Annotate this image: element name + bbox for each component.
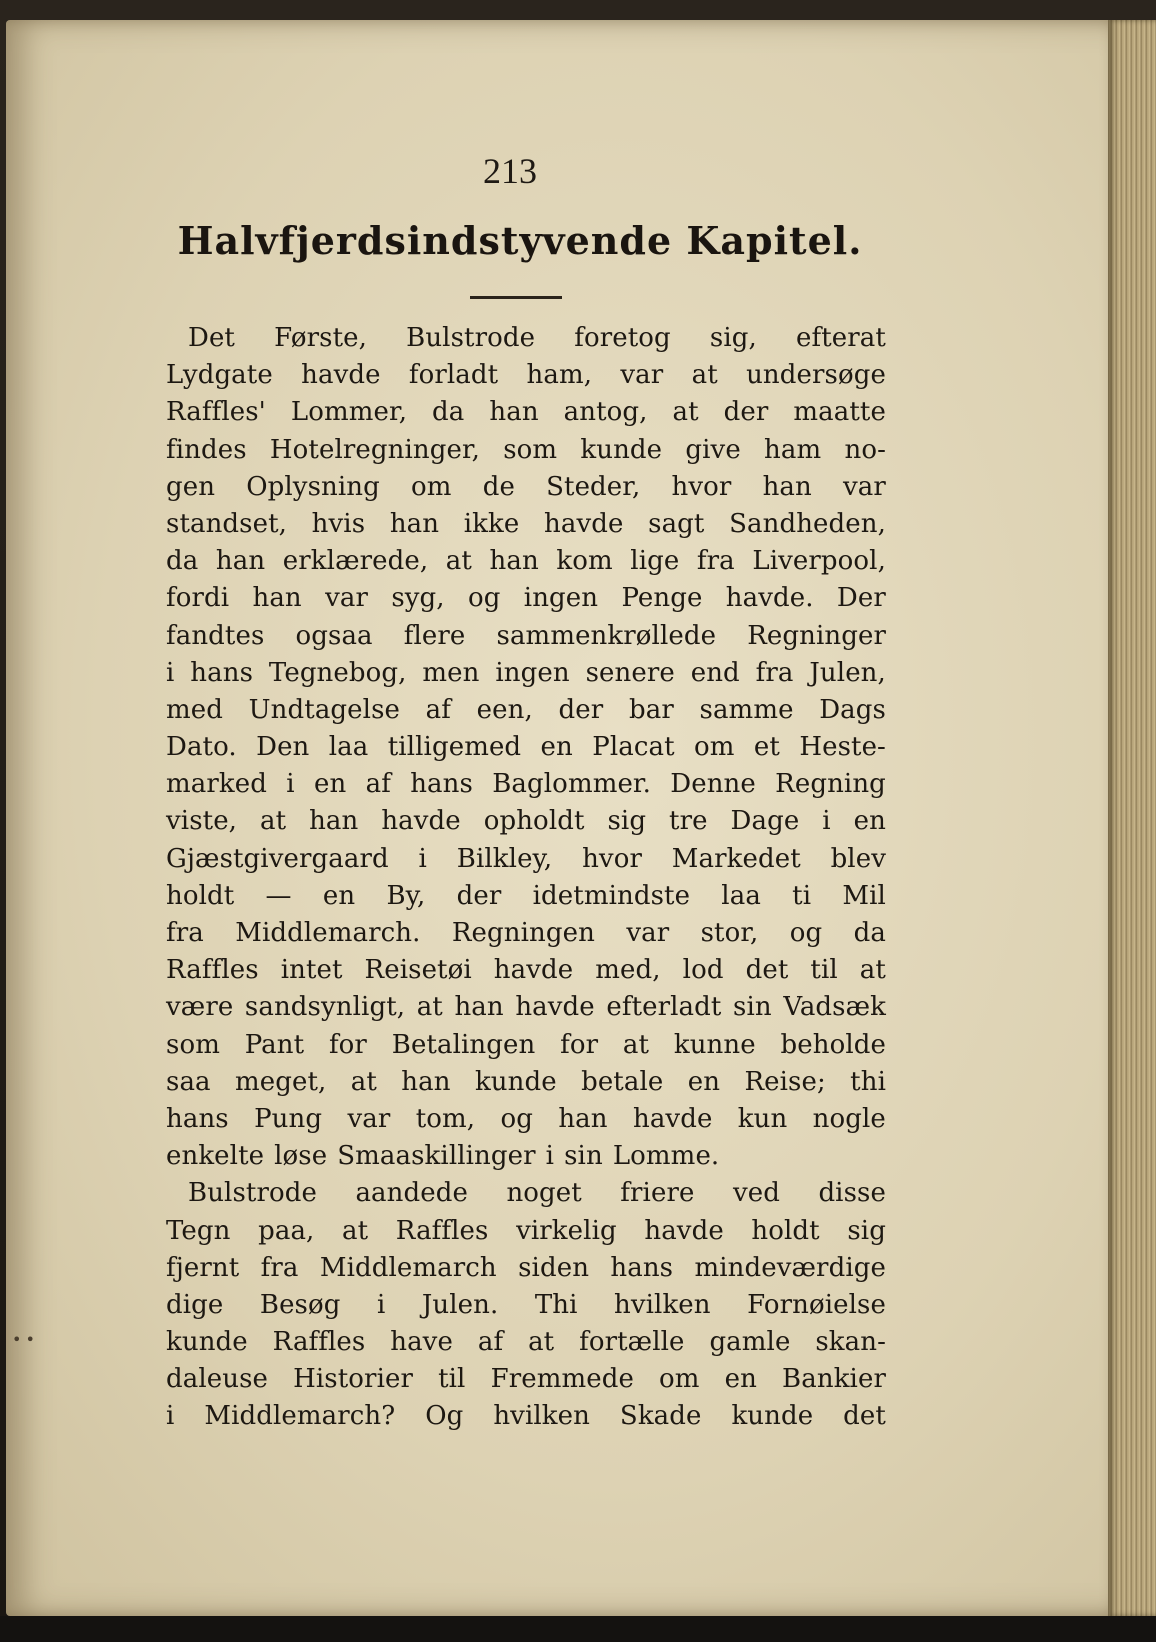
word: daleuse bbox=[166, 1364, 269, 1395]
word: en bbox=[540, 732, 573, 763]
word: Dags bbox=[819, 694, 886, 725]
word: Oplysning bbox=[246, 471, 380, 502]
word: i bbox=[166, 1401, 175, 1432]
word: det bbox=[745, 955, 789, 986]
word: og bbox=[789, 918, 823, 948]
word: Liverpool, bbox=[752, 546, 886, 577]
text-line bbox=[166, 878, 886, 915]
word: i bbox=[822, 806, 831, 837]
word: sig bbox=[847, 1215, 886, 1246]
word: at bbox=[859, 955, 886, 986]
word: foretog bbox=[574, 323, 671, 353]
word: hans bbox=[410, 769, 473, 800]
word: af bbox=[477, 1327, 504, 1358]
word: Det bbox=[188, 323, 235, 353]
word: Fornøielse bbox=[747, 1289, 886, 1320]
word: laa bbox=[328, 732, 369, 763]
word: Gjæstgivergaard bbox=[166, 843, 389, 874]
word: holdt bbox=[751, 1215, 820, 1246]
word: senere bbox=[585, 657, 675, 688]
word: om bbox=[659, 1364, 700, 1395]
word: friere bbox=[620, 1178, 695, 1209]
word: stor, bbox=[700, 918, 759, 948]
word: nogle bbox=[812, 1103, 886, 1134]
word: gen bbox=[166, 471, 216, 502]
word: sig, bbox=[709, 323, 757, 353]
word: af bbox=[365, 769, 391, 800]
text-line bbox=[166, 729, 886, 766]
word: sin bbox=[564, 1141, 603, 1172]
word: havde bbox=[301, 360, 381, 391]
text-line bbox=[166, 841, 886, 878]
text-line bbox=[166, 1250, 886, 1287]
word: tom, bbox=[415, 1103, 476, 1134]
word: der bbox=[723, 397, 769, 428]
word: Pant bbox=[244, 1029, 305, 1060]
word: han bbox=[309, 806, 359, 837]
word: siden bbox=[518, 1252, 590, 1283]
word: at bbox=[350, 1066, 377, 1097]
word: blev bbox=[830, 843, 886, 874]
word: Hotelregninger, bbox=[269, 434, 480, 465]
word: have bbox=[390, 1327, 453, 1358]
word: og bbox=[500, 1103, 533, 1134]
word: Dage bbox=[730, 806, 800, 837]
word: een, bbox=[476, 694, 533, 725]
word: at bbox=[528, 1327, 555, 1358]
word: Tegn bbox=[166, 1215, 231, 1246]
word: at bbox=[342, 1215, 369, 1246]
word: sandsynligt, bbox=[244, 992, 406, 1023]
word: kun bbox=[737, 1103, 788, 1134]
word: Regning bbox=[775, 769, 886, 800]
word: kunde bbox=[731, 1401, 814, 1432]
text-line bbox=[166, 1027, 886, 1064]
word: fjernt bbox=[166, 1252, 240, 1283]
word: med, bbox=[595, 955, 661, 986]
word: han bbox=[252, 583, 302, 614]
text-line bbox=[166, 915, 886, 952]
text-line bbox=[166, 989, 886, 1026]
word: Reisetøi bbox=[364, 955, 472, 986]
word: efterat bbox=[796, 323, 886, 353]
word: Bilkley, bbox=[456, 843, 553, 874]
body-text bbox=[166, 320, 886, 1436]
word: Den bbox=[256, 732, 310, 763]
word: fordi bbox=[166, 583, 230, 614]
word: laa bbox=[721, 880, 761, 911]
word: betale bbox=[581, 1066, 664, 1097]
word: Steder, bbox=[546, 471, 641, 502]
word: meget, bbox=[235, 1066, 327, 1097]
margin-mark: •• bbox=[12, 1330, 39, 1349]
word: Vadsæk bbox=[783, 992, 886, 1023]
word: Der bbox=[836, 583, 886, 614]
word: havde bbox=[493, 955, 574, 986]
word: med bbox=[166, 694, 223, 725]
word: ogsaa bbox=[295, 620, 373, 651]
word: undersøge bbox=[746, 360, 886, 391]
word: Denne bbox=[670, 769, 756, 800]
word: opholdt bbox=[483, 806, 585, 837]
word: kunne bbox=[673, 1029, 756, 1060]
word: Og bbox=[425, 1401, 464, 1432]
text-line bbox=[166, 1064, 886, 1101]
text-line bbox=[166, 1101, 886, 1138]
word: en bbox=[724, 1364, 757, 1395]
word: sagt bbox=[648, 508, 705, 539]
word: til bbox=[438, 1364, 466, 1395]
word: hvilken bbox=[493, 1401, 590, 1432]
word: Julen, bbox=[809, 657, 886, 688]
word: By, bbox=[386, 880, 426, 911]
word: Første, bbox=[274, 323, 367, 353]
word: fra bbox=[696, 546, 735, 577]
word: beholde bbox=[780, 1029, 886, 1060]
word: han bbox=[762, 471, 812, 502]
word: Baglommer. bbox=[492, 769, 651, 800]
text-line bbox=[166, 506, 886, 543]
word: havde bbox=[381, 806, 461, 837]
word: han bbox=[489, 397, 539, 428]
text-line bbox=[166, 1361, 886, 1398]
text-line bbox=[166, 618, 886, 655]
word: ikke bbox=[463, 508, 520, 539]
word: da bbox=[432, 397, 465, 428]
word: Undtagelse bbox=[248, 694, 400, 725]
word: dige bbox=[166, 1289, 224, 1320]
text-line bbox=[166, 803, 886, 840]
word: Placat bbox=[592, 732, 675, 763]
word: mindeværdige bbox=[694, 1252, 886, 1283]
word: en bbox=[853, 806, 886, 837]
word: Bankier bbox=[782, 1364, 886, 1395]
word: flere bbox=[403, 620, 466, 651]
word: Sandheden, bbox=[729, 508, 886, 539]
page-number: 213 bbox=[483, 151, 537, 191]
word: idetmindste bbox=[532, 880, 691, 911]
word: det bbox=[843, 1401, 886, 1432]
word: en bbox=[322, 880, 356, 911]
word: Betalingen bbox=[391, 1029, 536, 1060]
word: han bbox=[489, 546, 539, 577]
word: Pung bbox=[254, 1103, 323, 1134]
word: ham bbox=[764, 434, 822, 465]
word: Heste- bbox=[799, 732, 886, 763]
word: Penge bbox=[621, 583, 703, 614]
word: Middlemarch bbox=[319, 1252, 497, 1283]
word: kunde bbox=[580, 434, 663, 465]
word: end bbox=[690, 657, 740, 688]
word: Raffles bbox=[272, 1327, 366, 1358]
word: Lommer, bbox=[290, 397, 408, 428]
word: hans bbox=[190, 657, 254, 688]
word: ved bbox=[732, 1178, 780, 1209]
word: tilligemed bbox=[387, 732, 522, 763]
word: noget bbox=[506, 1178, 582, 1209]
word: Smaaskillinger bbox=[337, 1141, 536, 1172]
word: erklærede, bbox=[282, 546, 429, 577]
word: Historier bbox=[293, 1364, 414, 1395]
word: Middlemarch? bbox=[204, 1401, 396, 1432]
word: Bulstrode bbox=[406, 323, 536, 353]
word: antog, bbox=[563, 397, 648, 428]
word: efterladt bbox=[606, 992, 722, 1023]
word: at bbox=[416, 992, 443, 1023]
word: Regninger bbox=[747, 620, 886, 651]
word: om bbox=[411, 471, 452, 502]
word: Dato. bbox=[166, 732, 237, 763]
word: for bbox=[328, 1029, 367, 1060]
word: kunde bbox=[474, 1066, 557, 1097]
word: paa, bbox=[258, 1215, 315, 1246]
word: at bbox=[259, 806, 287, 837]
text-line bbox=[166, 692, 886, 729]
text-line bbox=[166, 655, 886, 692]
word: havde bbox=[544, 508, 624, 539]
word: var bbox=[325, 583, 369, 614]
word: Middlemarch. bbox=[235, 918, 421, 948]
book-cover-edge bbox=[0, 1616, 1156, 1642]
word: han bbox=[558, 1103, 608, 1134]
text-line bbox=[166, 320, 886, 357]
word: saa bbox=[166, 1066, 211, 1097]
word: thi bbox=[850, 1066, 886, 1097]
word: var bbox=[843, 471, 886, 502]
word: Raffles bbox=[395, 1215, 489, 1246]
word: han bbox=[389, 508, 440, 539]
word: kom bbox=[556, 546, 613, 577]
word: holdt bbox=[166, 880, 235, 911]
text-line bbox=[166, 766, 886, 803]
word: no- bbox=[844, 434, 886, 465]
word: var bbox=[347, 1103, 391, 1134]
word: give bbox=[685, 434, 741, 465]
word: han bbox=[454, 992, 504, 1023]
word: sammenkrøllede bbox=[496, 620, 717, 651]
word: virkelig bbox=[516, 1215, 617, 1246]
word: hvor bbox=[671, 471, 732, 502]
word: der bbox=[558, 694, 604, 725]
word: som bbox=[166, 1029, 220, 1060]
word: ti bbox=[792, 880, 812, 911]
word: sin bbox=[733, 992, 772, 1023]
text-line bbox=[166, 1175, 886, 1212]
word: Skade bbox=[619, 1401, 702, 1432]
word: de bbox=[482, 471, 515, 502]
word: ingen bbox=[495, 657, 570, 688]
word: kunde bbox=[166, 1327, 248, 1358]
word: fra bbox=[166, 918, 204, 948]
word: hans bbox=[610, 1252, 674, 1283]
word: en bbox=[313, 769, 347, 800]
word: maatte bbox=[793, 397, 886, 428]
text-line bbox=[166, 952, 886, 989]
word: Bulstrode bbox=[188, 1178, 317, 1209]
word: være bbox=[166, 992, 234, 1023]
text-line bbox=[166, 1324, 886, 1361]
word: enkelte bbox=[166, 1141, 265, 1172]
text-line bbox=[166, 1287, 886, 1324]
word: marked bbox=[166, 769, 267, 800]
word: lod bbox=[682, 955, 724, 986]
word: fandtes bbox=[166, 620, 265, 651]
word: løse bbox=[274, 1141, 328, 1172]
word: gamle bbox=[709, 1327, 791, 1358]
word: han bbox=[401, 1066, 451, 1097]
word: aandede bbox=[355, 1178, 468, 1209]
word: og bbox=[467, 583, 501, 614]
word: Lomme. bbox=[612, 1141, 720, 1172]
text-line bbox=[166, 1138, 886, 1175]
word: der bbox=[456, 880, 502, 911]
word: i bbox=[545, 1141, 555, 1172]
word: hvis bbox=[311, 508, 366, 539]
word: tre bbox=[669, 806, 708, 837]
word: — bbox=[265, 880, 292, 911]
word: Lydgate bbox=[166, 360, 273, 391]
word: hans bbox=[166, 1103, 229, 1134]
heading-divider bbox=[470, 296, 562, 299]
word: om bbox=[694, 732, 735, 763]
word: Raffles' bbox=[166, 397, 266, 428]
word: sig bbox=[607, 806, 647, 837]
text-line bbox=[166, 394, 886, 431]
word: Besøg bbox=[259, 1289, 341, 1320]
word: Markedet bbox=[671, 843, 801, 874]
text-line bbox=[166, 469, 886, 506]
word: at bbox=[445, 546, 472, 577]
word: Raffles bbox=[166, 955, 259, 986]
word: hvilken bbox=[613, 1289, 711, 1320]
word: til bbox=[810, 955, 838, 986]
word: Julen. bbox=[421, 1289, 499, 1320]
word: havde bbox=[515, 992, 595, 1023]
word: i bbox=[418, 843, 427, 874]
word: Tegnebog, bbox=[268, 657, 407, 688]
word: men bbox=[422, 657, 480, 688]
word: viste, bbox=[166, 806, 238, 837]
word: et bbox=[753, 732, 780, 763]
word: han bbox=[215, 546, 266, 577]
word: disse bbox=[818, 1178, 886, 1209]
word: Regningen bbox=[451, 918, 595, 948]
word: af bbox=[425, 694, 451, 725]
word: Fremmede bbox=[490, 1364, 634, 1395]
word: bar bbox=[628, 694, 674, 725]
word: hvor bbox=[582, 843, 642, 874]
word: fra bbox=[755, 657, 794, 688]
word: for bbox=[560, 1029, 599, 1060]
word: skan- bbox=[815, 1327, 886, 1358]
word: som bbox=[503, 434, 558, 465]
text-line bbox=[166, 1398, 886, 1435]
word: at bbox=[622, 1029, 650, 1060]
word: havde bbox=[644, 1215, 724, 1246]
word: Thi bbox=[534, 1289, 578, 1320]
text-line bbox=[166, 543, 886, 580]
word: standset, bbox=[166, 508, 288, 539]
word: at bbox=[691, 360, 718, 391]
word: havde. bbox=[725, 583, 814, 614]
word: lige bbox=[630, 546, 680, 577]
word: fortælle bbox=[579, 1327, 685, 1358]
page-edges bbox=[1108, 20, 1156, 1616]
word: var bbox=[626, 918, 670, 948]
word: ham, bbox=[526, 360, 593, 391]
word: i bbox=[376, 1289, 386, 1320]
word: da bbox=[166, 546, 199, 577]
word: at bbox=[672, 397, 699, 428]
word: i bbox=[166, 657, 175, 688]
word: fra bbox=[260, 1252, 299, 1283]
word: forladt bbox=[408, 360, 499, 391]
word: da bbox=[853, 918, 886, 948]
chapter-heading: Halvfjerdsindstyvende Kapitel. bbox=[177, 218, 863, 263]
word: ingen bbox=[523, 583, 599, 614]
word: i bbox=[286, 769, 295, 800]
word: Mil bbox=[842, 880, 886, 911]
word: findes bbox=[166, 434, 247, 465]
text-line bbox=[166, 357, 886, 394]
word: Reise; bbox=[744, 1066, 826, 1097]
word: havde bbox=[632, 1103, 713, 1134]
word: intet bbox=[280, 955, 343, 986]
text-line bbox=[166, 1213, 886, 1250]
word: en bbox=[687, 1066, 721, 1097]
word: samme bbox=[699, 694, 794, 725]
text-line bbox=[166, 580, 886, 617]
word: syg, bbox=[391, 583, 445, 614]
word: var bbox=[620, 360, 664, 391]
text-line bbox=[166, 432, 886, 469]
